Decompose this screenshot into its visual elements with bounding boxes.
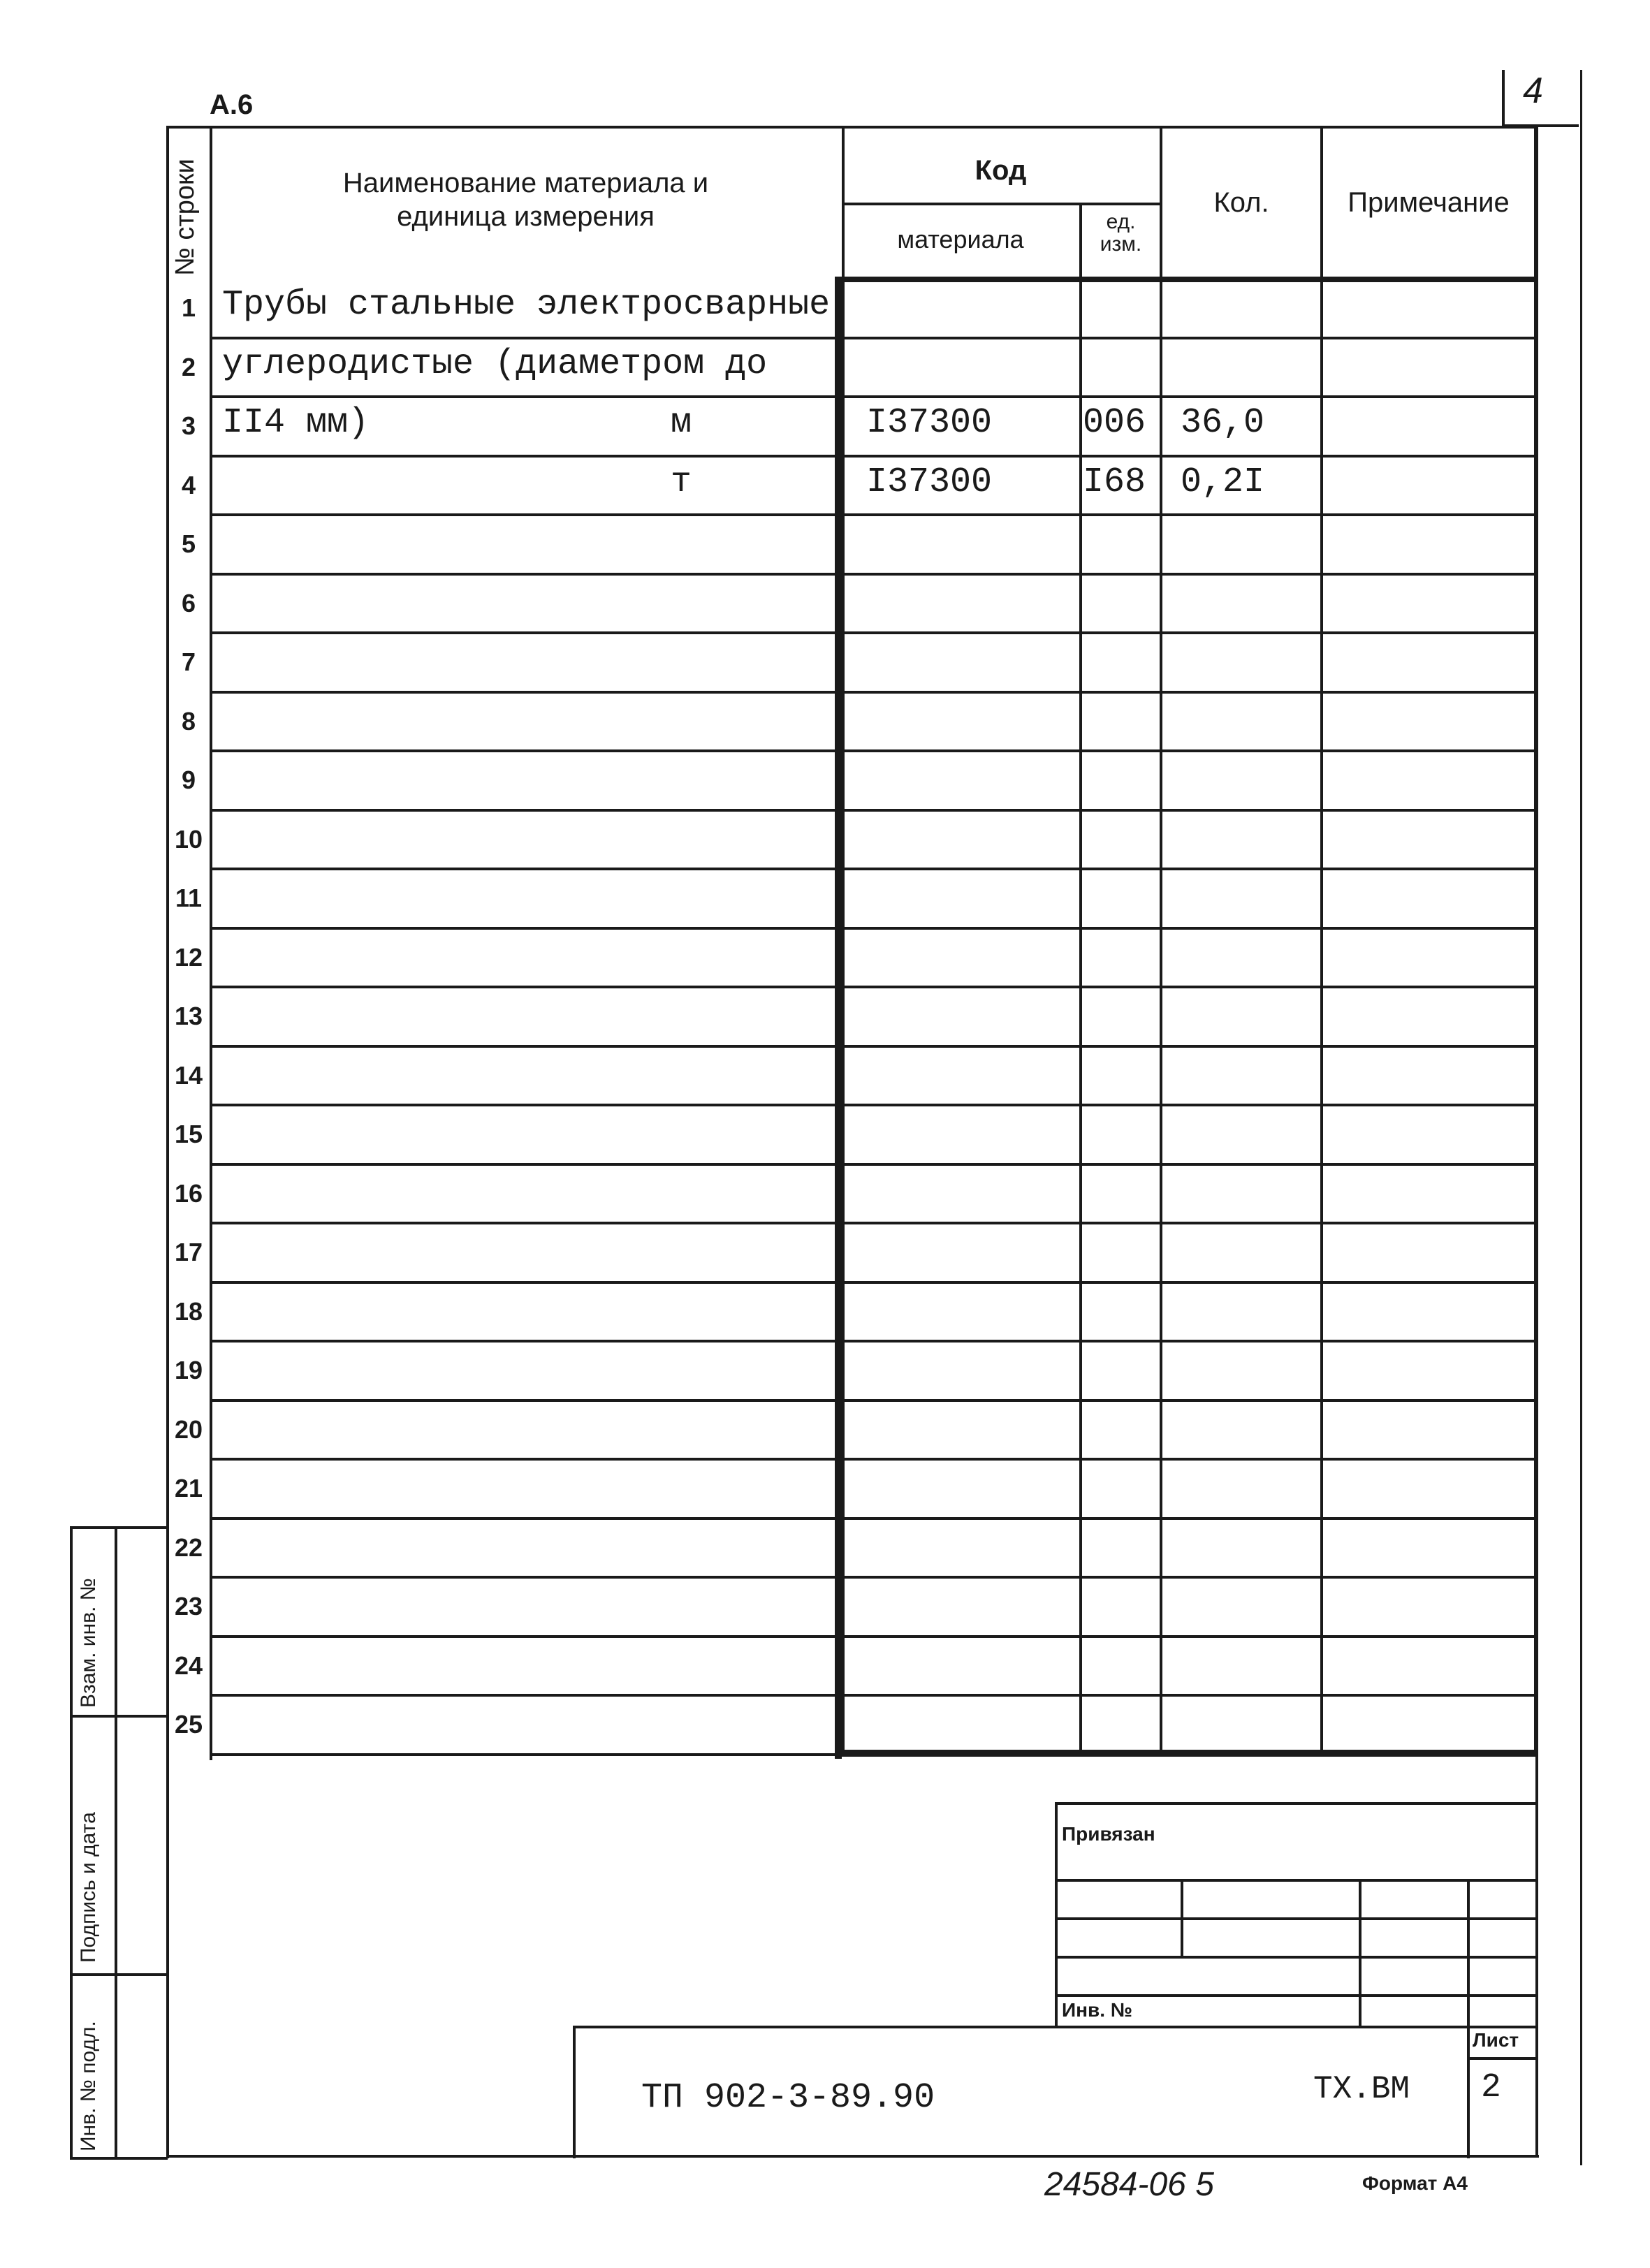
material-code: I37300 — [866, 403, 993, 443]
row-number: 3 — [181, 411, 196, 440]
inv-no-label: Инв. № — [1062, 1999, 1133, 2021]
material-code: I37300 — [866, 462, 993, 502]
row-number: 4 — [181, 470, 196, 499]
unit-of-measure: м — [671, 403, 692, 443]
inv-podl-label: Инв. № подл. — [77, 2021, 100, 2151]
row-line — [210, 513, 1537, 516]
row-line — [210, 1222, 1537, 1224]
material-name: углеродистые (диаметром до — [222, 344, 768, 384]
row-line — [210, 691, 1537, 694]
quantity: 0,2I — [1181, 462, 1265, 502]
name-header: Наименование материала и единица измерения — [342, 168, 709, 232]
row-number: 5 — [181, 529, 196, 558]
row-number: 19 — [174, 1356, 203, 1384]
row-line — [210, 631, 1537, 634]
row-number: 16 — [174, 1178, 203, 1208]
row-line — [210, 1576, 1537, 1579]
row-line — [210, 1340, 1537, 1342]
format-label: Формат А4 — [1362, 2172, 1468, 2194]
vzam-inv-label: Взам. инв. № — [77, 1578, 100, 1708]
unit-of-measure: т — [671, 462, 692, 502]
row-number: 6 — [181, 588, 196, 617]
row-number: 22 — [174, 1532, 203, 1562]
row-number: 23 — [174, 1592, 203, 1620]
note-header: Примечание — [1348, 187, 1510, 218]
list-label: Лист — [1473, 2029, 1519, 2051]
corner-mark: А.6 — [210, 89, 254, 120]
signature-date-label: Подпись и дата — [77, 1812, 100, 1963]
code-material-header: материала — [897, 225, 1024, 254]
row-line — [210, 455, 1537, 458]
row-number: 9 — [181, 766, 196, 794]
row-line — [210, 337, 1537, 339]
row-line — [210, 868, 1537, 870]
row-line — [210, 1753, 1537, 1756]
row-line — [210, 1694, 1537, 1697]
row-line — [210, 927, 1537, 930]
row-line — [210, 1104, 1537, 1106]
row-number: 21 — [174, 1474, 203, 1502]
row-number: 13 — [174, 1002, 203, 1030]
material-name: Трубы стальные электросварные — [222, 285, 831, 325]
row-number: 1 — [181, 293, 196, 322]
privyazan-label: Привязан — [1062, 1823, 1155, 1845]
row-number: 15 — [174, 1120, 203, 1148]
row-line — [210, 1458, 1537, 1461]
row-number: 2 — [181, 352, 196, 381]
row-number: 8 — [181, 706, 196, 736]
row-number-header: № строки — [170, 159, 200, 276]
row-number: 7 — [181, 648, 196, 676]
row-line — [210, 986, 1537, 988]
code-header: Код — [974, 155, 1027, 186]
row-line — [210, 809, 1537, 812]
row-number: 24 — [174, 1651, 203, 1680]
row-line — [210, 1517, 1537, 1520]
row-line — [210, 1045, 1537, 1048]
row-line — [210, 749, 1537, 752]
row-line — [210, 1163, 1537, 1166]
row-line — [210, 1635, 1537, 1638]
row-number: 14 — [174, 1060, 203, 1090]
row-number: 10 — [174, 824, 203, 854]
document-code: ТХ.ВМ — [1313, 2071, 1410, 2107]
row-line — [210, 1281, 1537, 1284]
row-number: 12 — [174, 942, 203, 972]
row-number: 11 — [175, 884, 203, 912]
row-number: 25 — [174, 1710, 203, 1739]
unit-code: I68 — [1083, 462, 1146, 502]
row-number: 17 — [174, 1238, 203, 1266]
unit-code: 006 — [1083, 403, 1146, 443]
page-number: 4 — [1523, 71, 1543, 111]
qty-header: Кол. — [1213, 187, 1269, 218]
handwritten-number: 24584-06 5 — [1044, 2166, 1214, 2203]
document-designation: ТП 902-3-89.90 — [641, 2078, 935, 2118]
row-line — [210, 1399, 1537, 1402]
sheet-number: 2 — [1481, 2069, 1501, 2107]
row-number: 18 — [174, 1296, 203, 1326]
material-name: II4 мм) — [222, 403, 370, 443]
code-unit-header: ед. изм. — [1100, 210, 1142, 256]
row-number: 20 — [174, 1414, 203, 1444]
row-line — [210, 395, 1537, 398]
quantity: 36,0 — [1181, 403, 1265, 443]
row-line — [210, 573, 1537, 576]
